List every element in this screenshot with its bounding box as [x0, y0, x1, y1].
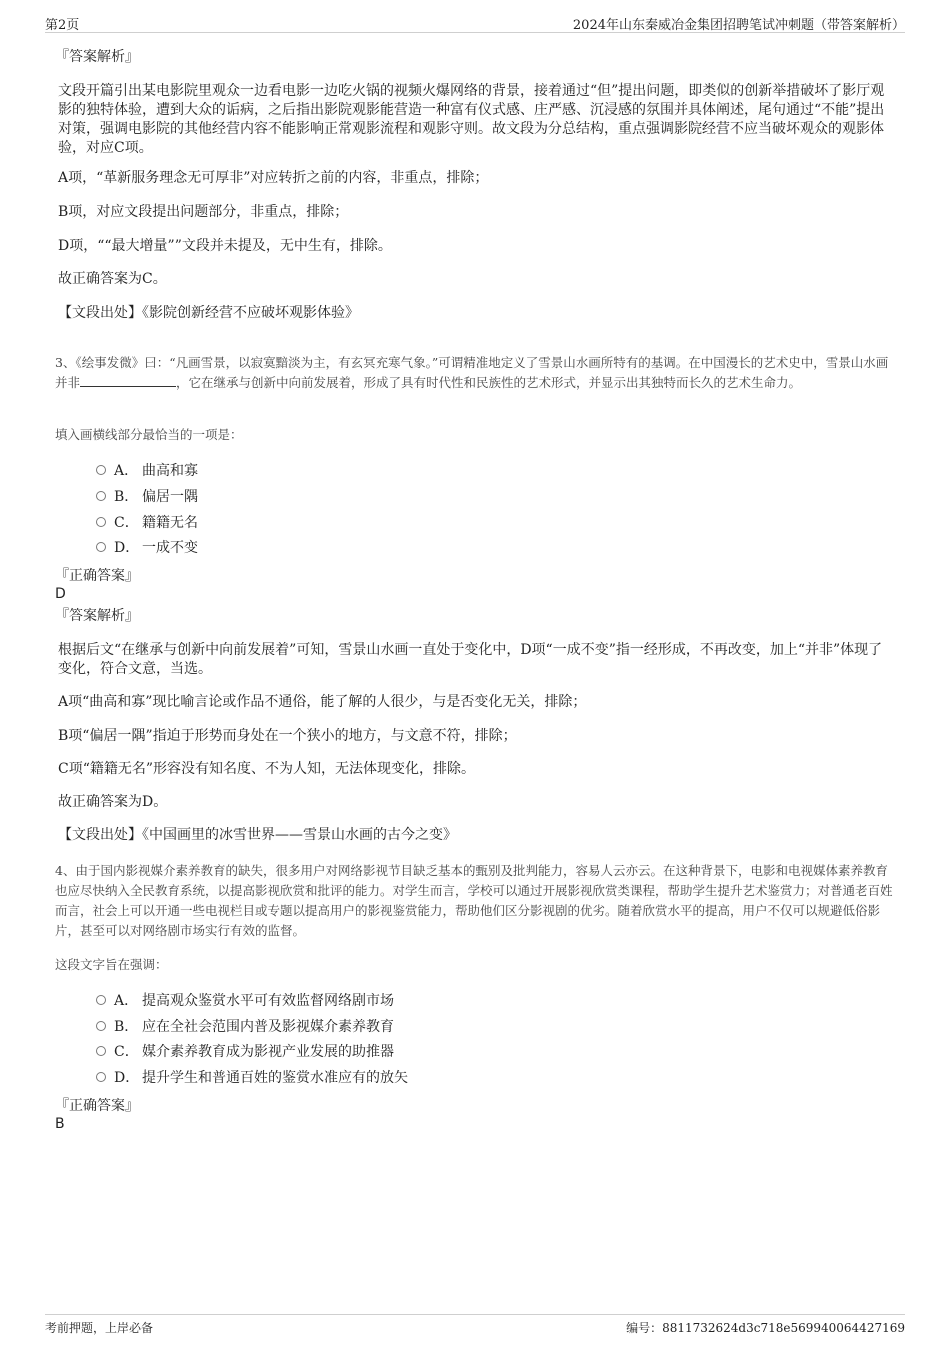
radio-button[interactable]: [96, 1072, 106, 1082]
q4-option-d[interactable]: D． 提升学生和普通百姓的鉴赏水准应有的放矢: [96, 1069, 408, 1087]
radio-button[interactable]: [96, 1021, 106, 1031]
q4-prompt: 这段文字旨在强调：: [55, 957, 168, 972]
q2-analysis-p3: B项，对应文段提出问题部分，非重点，排除；: [58, 204, 349, 220]
radio-button[interactable]: [96, 1046, 106, 1056]
q3-analysis-label: 『答案解析』: [55, 608, 139, 624]
radio-button[interactable]: [96, 517, 106, 527]
q2-analysis-p2: A项，“革新服务理念无可厚非”对应转折之前的内容，非重点，排除；: [58, 170, 489, 186]
q3-analysis-p2: A项“曲高和寡”现比喻言论或作品不通俗，能了解的人很少，与是否变化无关，排除；: [58, 694, 587, 710]
q4-option-c[interactable]: C． 媒介素养教育成为影视产业发展的助推器: [96, 1043, 394, 1061]
q4-option-b[interactable]: B． 应在全社会范围内普及影视媒介素养教育: [96, 1018, 394, 1036]
q4-option-a[interactable]: A． 提高观众鉴赏水平可有效监督网络剧市场: [96, 992, 394, 1010]
q3-option-c[interactable]: C． 籍籍无名: [96, 514, 198, 532]
q3-analysis-p3: B项“偏居一隅”指迫于形势而身处在一个狭小的地方，与文意不符，排除；: [58, 728, 517, 744]
q3-option-b[interactable]: B． 偏居一隅: [96, 488, 198, 506]
radio-button[interactable]: [96, 995, 106, 1005]
q4-answer: B: [55, 1116, 65, 1132]
q4-answer-label: 『正确答案』: [55, 1098, 139, 1114]
fill-blank: [80, 374, 176, 387]
q3-analysis-p1: 根据后文“在继承与创新中向前发展着”可知，雪景山水画一直处于变化中，D项“一成不变”指一经形成，不再改变，加上“并非”体现了变化，符合文意，当选。: [58, 642, 883, 677]
q3-option-d[interactable]: D． 一成不变: [96, 539, 198, 557]
q3-option-a[interactable]: A． 曲高和寡: [96, 462, 198, 480]
document-title: 2024年山东秦威冶金集团招聘笔试冲刺题（带答案解析）: [572, 18, 905, 33]
q3-prompt: 填入画横线部分最恰当的一项是：: [55, 427, 243, 442]
q2-analysis-p1: 文段开篇引出某电影院里观众一边看电影一边吃火锅的视频火爆网络的背景，接着通过“但”提出问题，即类似的创新举措破坏了影厅观影的独特体验，遭到大众的诟病，之后指出影院观影能营造一种富有仪式感、庄严感、沉浸感的氛围并具体阐述，尾句通过“不能”提出对策，强调电影院的其他经营内容不能影响正常观影流程和观影守则。故文段为分总结构，重点强调影院经营不应当破坏观众的观影体验，对应C项。: [58, 83, 885, 156]
page-number: 第2页: [45, 18, 80, 33]
document-serial: 编号：8811732624d3c718e569940064427169: [626, 1321, 905, 1335]
footer-slogan: 考前押题，上岸必备: [45, 1321, 154, 1335]
page-footer: [45, 1314, 905, 1335]
q2-analysis-p5: 故正确答案为C。: [58, 271, 167, 287]
q3-stem: 3、《绘事发微》曰：“凡画雪景，以寂寞黯淡为主，有玄冥充寒气象。”可谓精准地定义了雪景山水画所特有的基调。在中国漫长的艺术史中，雪景山水画并非 ，它在继承与创新中向前发展着，形成了具有时代性和民族性的艺术形式，并显示出其独特而长久的艺术生命力。: [55, 355, 889, 390]
q3-source: 【文段出处】《中国画里的冰雪世界——雪景山水画的古今之变》: [58, 827, 457, 843]
radio-button[interactable]: [96, 542, 106, 552]
q3-analysis-p4: C项“籍籍无名”形容没有知名度、不为人知，无法体现变化，排除。: [58, 761, 476, 777]
radio-button[interactable]: [96, 465, 106, 475]
q3-analysis-p5: 故正确答案为D。: [58, 794, 168, 810]
q3-answer: D: [55, 586, 66, 602]
q2-analysis-label: 『答案解析』: [55, 49, 139, 65]
q4-stem: 4、由于国内影视媒介素养教育的缺失，很多用户对网络影视节目缺乏基本的甄别及批判能力，容易人云亦云。在这种背景下，电影和电视媒体素养教育也应尽快纳入全民教育系统，以提高影视欣赏和批评的能力。对学生而言，学校可以通过开展影视欣赏类课程，帮助学生提升艺术鉴赏力；对普通老百姓而言，社会上可以开通一些电视栏目或专题以提高用户的影视鉴赏能力，帮助他们区分影视剧的优劣。随着欣赏水平的提高，用户不仅可以规避低俗影片，甚至可以对网络剧市场实行有效的监督。: [55, 863, 893, 938]
q2-analysis-p4: D项，““最大增量””文段并未提及，无中生有，排除。: [58, 238, 392, 254]
q3-answer-label: 『正确答案』: [55, 568, 139, 584]
q2-source: 【文段出处】《影院创新经营不应破坏观影体验》: [58, 305, 359, 321]
page-header: [45, 14, 905, 33]
radio-button[interactable]: [96, 491, 106, 501]
